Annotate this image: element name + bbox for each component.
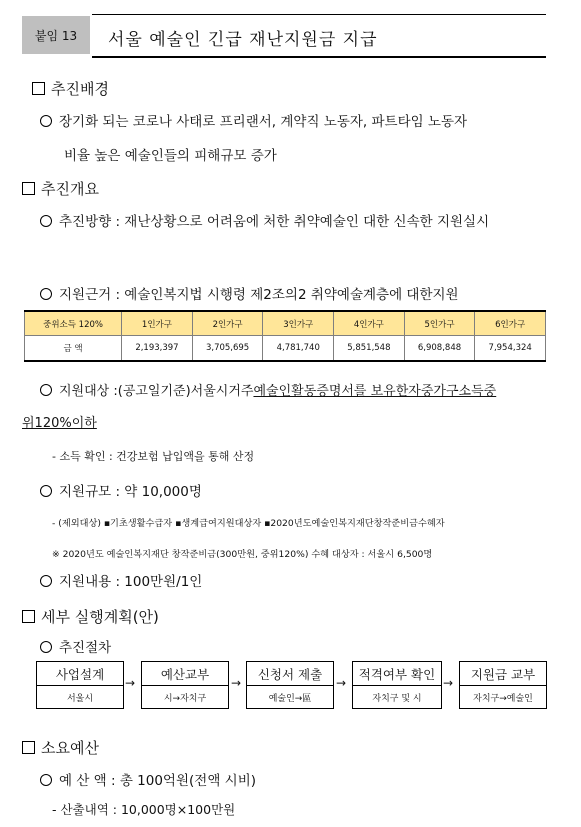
direction-item [40,210,489,230]
flow-step [36,661,124,709]
note-text: ※ 2020년도 예술인복지재단 창작준비금(300만원, 중위120%) 수혜 대상자 : 서울시 6,500명 [52,549,433,560]
checkbox-square-icon [22,610,35,623]
target-underlined-text: 예술인활동증명서를 보유한자중가구소득중 [253,384,497,399]
content-text: 지원내용 : 100만원/1인 [59,574,203,590]
flow-step [352,661,442,709]
table-cell: 3,705,695 [192,336,263,362]
section-budget [22,737,99,758]
flow-step-actor: 시→자치구 [163,693,207,704]
calc-text: - 산출내역 : 10,000명×100만원 [52,802,236,817]
circle-bullet-icon [40,641,52,653]
background-item [40,110,467,130]
table-cell: 5,851,548 [334,336,405,362]
checkbox-square-icon [22,182,35,195]
circle-bullet-icon [40,575,52,587]
background-line-1: 장기화 되는 코로나 사태로 프리랜서, 계약직 노동자, 파트타임 노동자 [59,114,468,130]
table-header-cell: 5인가구 [404,311,475,336]
target-text: 지원대상 :(공고일기준)서울시거주 [59,384,254,399]
section-plan [22,606,159,627]
table-header-cell: 3인가구 [263,311,334,336]
table-cell: 금 액 [25,336,122,362]
budget-text: 예 산 액 : 총 100억원(전액 시비) [59,773,257,789]
circle-bullet-icon [40,774,52,786]
flow-step-title: 예산교부 [142,662,228,686]
checkbox-square-icon [22,741,35,754]
circle-bullet-icon [40,288,52,300]
attachment-badge [22,16,90,54]
procedure-item [40,636,111,656]
arrow-right-icon: → [336,676,347,690]
basis-item [40,283,459,303]
content-item [40,570,202,590]
flow-step-actor: 예술인→區 [268,693,312,704]
arrow-right-icon: → [443,676,454,690]
circle-bullet-icon [40,215,52,227]
basis-text: 지원근거 : 예술인복지법 시행령 제2조의2 취약예술계층에 대한지원 [59,287,459,303]
direction-text: 추진방향 : 재난상황으로 어려움에 처한 취약예술인 대한 신속한 지원실시 [59,214,490,230]
flow-step-title: 사업설계 [37,662,123,686]
circle-bullet-icon [40,384,52,396]
table-cell: 4,781,740 [263,336,334,362]
checkbox-square-icon [32,82,45,95]
header-top-rule [92,14,546,15]
attachment-badge-label: 붙임 13 [34,28,78,43]
income-check: - 소득 확인 : 건강보험 납입액을 통해 산정 [52,450,255,463]
target-item [40,380,496,399]
procedure-heading: 추진절차 [59,640,112,656]
budget-item [40,769,256,789]
scale-item [40,480,202,500]
circle-bullet-icon [40,485,52,497]
table-header-cell: 2인가구 [192,311,263,336]
background-line-2: 비율 높은 예술인들의 피해규모 증가 [64,148,277,164]
section-background [32,78,109,99]
table-cell: 7,954,324 [475,336,546,362]
section-background-heading: 추진배경 [51,80,109,98]
flow-step-actor: 서울시 [66,693,94,704]
section-overview-heading: 추진개요 [41,180,99,198]
flow-step-actor: 자치구 및 시 [372,693,422,704]
flow-step-title: 적격여부 확인 [353,662,441,686]
arrow-right-icon: → [125,676,136,690]
table-header-cell: 1인가구 [122,311,193,336]
flow-step [459,661,547,709]
flow-step-title: 신청서 제출 [247,662,333,686]
flow-step [246,661,334,709]
income-table [24,310,546,362]
page-title: 서울 예술인 긴급 재난지원금 지급 [108,30,378,50]
flow-step-title: 지원금 교부 [460,662,546,686]
circle-bullet-icon [40,115,52,127]
table-row [25,336,546,362]
section-overview [22,178,99,199]
section-budget-heading: 소요예산 [41,739,99,757]
flow-step-actor: 자치구→예술인 [473,693,533,704]
target-line-2: 위120%이하 [22,416,97,431]
section-plan-heading: 세부 실행계획(안) [41,608,159,626]
flow-step [141,661,229,709]
header-bottom-rule [92,56,546,58]
table-cell: 2,193,397 [122,336,193,362]
scale-text: 지원규모 : 약 10,000명 [59,484,202,500]
table-cell: 6,908,848 [404,336,475,362]
table-header-cell: 6인가구 [475,311,546,336]
exclusion-text: - (제외대상) ▪기초생활수급자 ▪생계급여지원대상자 ▪2020년도예술인복지재단창작준비금수혜자 [52,518,445,529]
table-header-row [25,311,546,336]
table-header-cell: 4인가구 [334,311,405,336]
table-header-cell: 중위소득 120% [25,311,122,336]
arrow-right-icon: → [231,676,242,690]
